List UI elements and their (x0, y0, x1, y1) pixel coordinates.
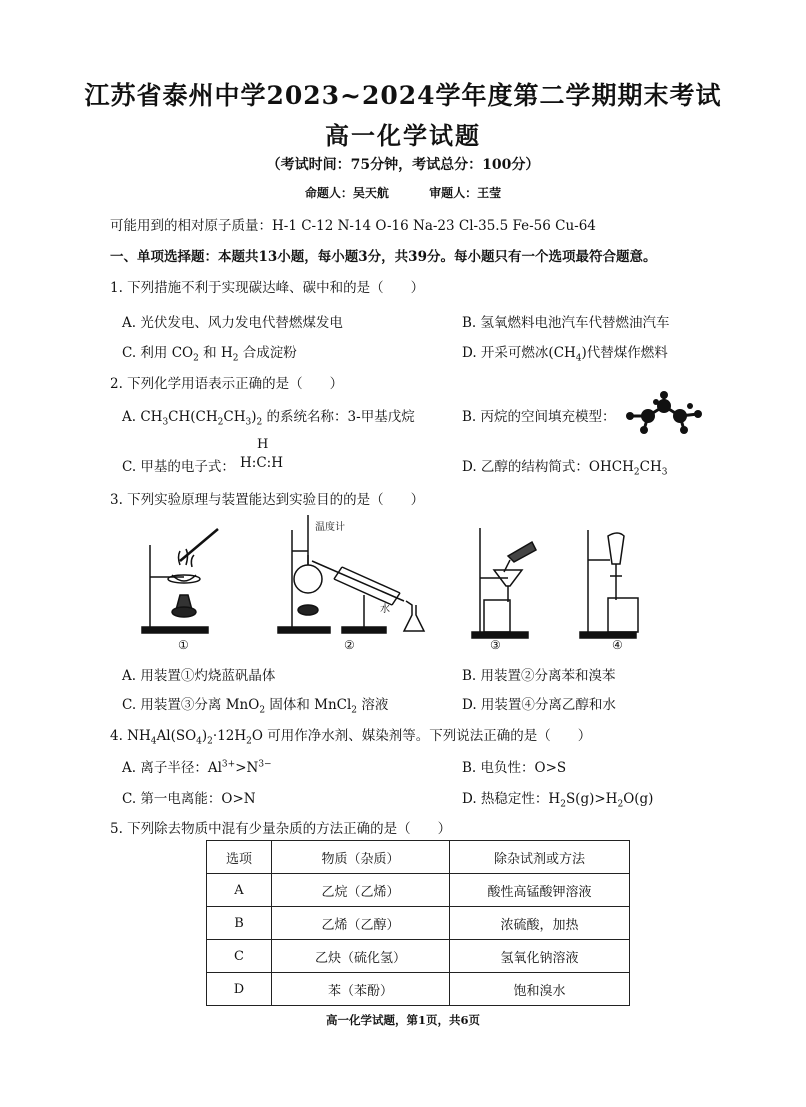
exam-info: （考试时间：75分钟，考试总分：100分） (266, 157, 540, 173)
q3-option-b: B. 用装置②分离苯和溴苯 (462, 668, 616, 684)
q3-option-c: C. 用装置③分离 MnO$_2$ 固体和 MnCl$_2$ 溶液 (122, 697, 389, 716)
q2-option-b: B. 丙烷的空间填充模型： (462, 409, 616, 425)
apparatus-1-label: ① (178, 638, 189, 652)
q1-option-d: D. 开采可燃冰$(CH_4)$代替煤作燃料 (462, 345, 668, 364)
q4-option-d: D. 热稳定性：$H_2S(g)>H_2O(g)$ (462, 791, 654, 810)
exam-subtitle: 高一化学试题 (325, 121, 481, 150)
table-cell: 苯（苯酚） (272, 973, 450, 1006)
q1-option-c: C. 利用 $CO_2$ 和 $H_2$ 合成淀粉 (122, 345, 297, 364)
table-row (207, 973, 630, 1006)
table-cell: B (207, 907, 272, 940)
table-header: 选项 (207, 841, 272, 874)
q1-option-b: B. 氢氧燃料电池汽车代替燃油汽车 (462, 315, 670, 331)
thermometer-label: 温度计 (315, 522, 345, 533)
q4-stem: 4. $NH_4Al(SO_4)_2\cdot 12H_2O$ 可用作净水剂、媒染剂等。下列说法正确的是（ ） (110, 728, 592, 747)
table-cell: C (207, 940, 272, 973)
q1-option-a: A. 光伏发电、风力发电代替燃煤发电 (122, 315, 343, 331)
q2-option-c: C. 甲基的电子式： (122, 459, 235, 475)
q5-stem: 5. 下列除去物质中混有少量杂质的方法正确的是（ ） (110, 821, 452, 837)
q4-option-c: C. 第一电离能：O>N (122, 791, 256, 807)
apparatus-3-filtration (470, 520, 550, 640)
table-row (207, 874, 630, 907)
reviewer: 审题人：王莹 (429, 186, 502, 200)
apparatus-1-crucible-heating (140, 515, 230, 640)
apparatus-3-label: ③ (490, 638, 501, 652)
apparatus-4-label: ④ (612, 638, 623, 652)
q3-option-d: D. 用装置④分离乙醇和水 (462, 697, 616, 713)
table-cell: 乙烷（乙烯） (272, 874, 450, 907)
apparatus-4-separatory-funnel (580, 520, 650, 640)
table-header-row (207, 841, 630, 874)
table-row (207, 907, 630, 940)
q3-stem: 3. 下列实验原理与装置能达到实验目的的是（ ） (110, 492, 425, 508)
setter: 命题人：吴天航 (304, 186, 389, 200)
propane-space-filling-model (618, 392, 708, 438)
table-cell: 浓硫酸，加热 (450, 907, 630, 940)
table-cell: D (207, 973, 272, 1006)
q3-option-a: A. 用装置①灼烧蓝矾晶体 (122, 668, 276, 684)
apparatus-2-label: ② (344, 638, 355, 652)
q4-option-a: A. 离子半径：$Al^{3+}>N^{3-}$ (122, 759, 272, 776)
table-header: 除杂试剂或方法 (450, 841, 630, 874)
apparatus-2-distillation (272, 515, 442, 640)
methyl-electron-formula: H:C:H (240, 455, 283, 471)
table-cell: 饱和溴水 (450, 973, 630, 1006)
q4-option-b: B. 电负性：O>S (462, 760, 567, 776)
q5-table (206, 840, 630, 1006)
water-label: 水 (380, 604, 390, 615)
table-header: 物质（杂质） (272, 841, 450, 874)
exam-title: 江苏省泰州中学2023~2024学年度第二学期期末考试 (84, 81, 722, 110)
q1-stem: 1. 下列措施不利于实现碳达峰、碳中和的是（ ） (110, 280, 425, 296)
table-row (207, 940, 630, 973)
atomic-masses: 可能用到的相对原子质量：H-1 C-12 N-14 O-16 Na-23 Cl-35.5 Fe-56 Cu-64 (110, 218, 596, 234)
table-cell: A (207, 874, 272, 907)
section-heading: 一、单项选择题：本题共13小题，每小题3分，共39分。每小题只有一个选项最符合题意。 (110, 249, 657, 265)
page-footer: 高一化学试题，第1页，共6页 (325, 1013, 480, 1027)
table-cell: 乙炔（硫化氢） (272, 940, 450, 973)
table-cell: 氢氧化钠溶液 (450, 940, 630, 973)
q2-stem: 2. 下列化学用语表示正确的是（ ） (110, 376, 344, 392)
q2-option-a: A. $CH_3CH(CH_2CH_3)_2$ 的系统名称：3-甲基戊烷 (122, 409, 415, 428)
table-cell: 酸性高锰酸钾溶液 (450, 874, 630, 907)
q2-option-d: D. 乙醇的结构简式：$OHCH_2CH_3$ (462, 459, 668, 478)
table-cell: 乙烯（乙醇） (272, 907, 450, 940)
methyl-electron-formula-top: H (257, 437, 269, 452)
authors (0, 184, 806, 201)
